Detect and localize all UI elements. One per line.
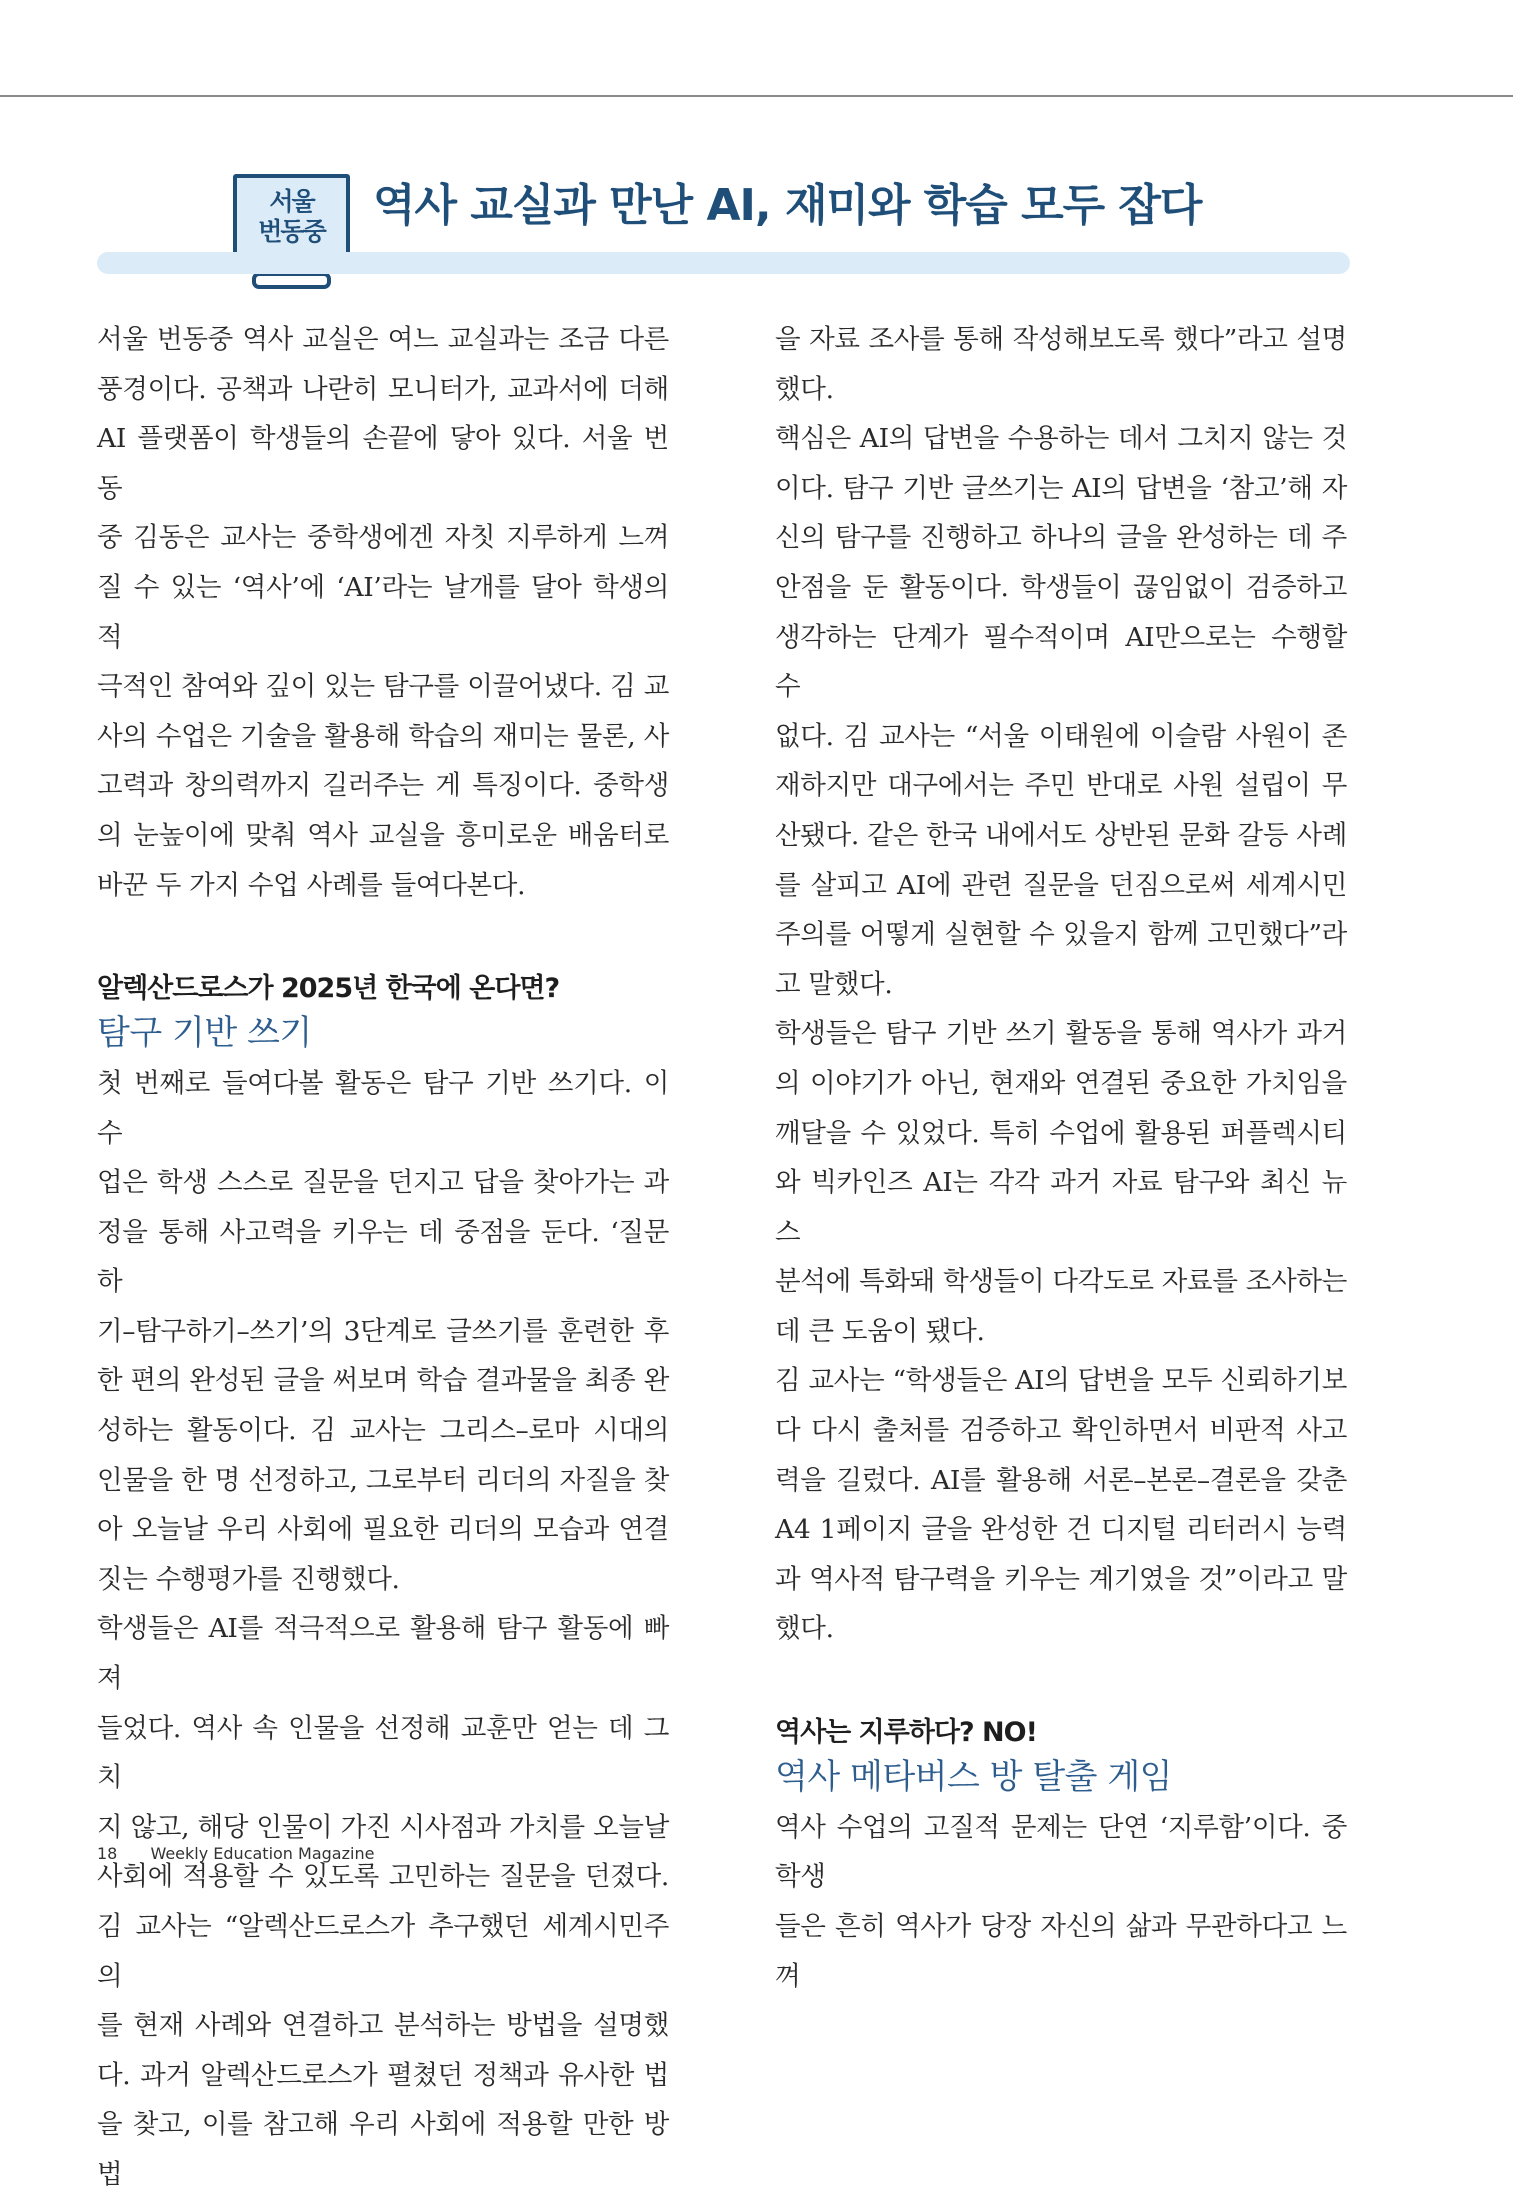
body-paragraph bbox=[97, 1604, 669, 2199]
text-line: 성하는 활동이다. 김 교사는 그리스–로마 시대의 bbox=[97, 1415, 669, 1447]
article-title: 역사 교실과 만난 AI, 재미와 학습 모두 잡다 bbox=[373, 180, 1202, 231]
text-line: 재하지만 대구에서는 주민 반대로 사원 설립이 무 bbox=[775, 770, 1347, 802]
text-line: 들었다. 역사 속 인물을 선정해 교훈만 얻는 데 그치 bbox=[97, 1712, 669, 1794]
text-line: 핵심은 AI의 답변을 수용하는 데서 그치지 않는 것 bbox=[775, 423, 1347, 455]
school-region-label: 서울 bbox=[269, 186, 314, 216]
text-line: 와 빅카인즈 AI는 각각 과거 자료 탐구와 최신 뉴스 bbox=[775, 1167, 1347, 1248]
text-line: 를 살피고 AI에 관련 질문을 던짐으로써 세계시민 bbox=[775, 869, 1347, 901]
text-line: 력을 길렀다. AI를 활용해 서론–본론–결론을 갖춘 bbox=[775, 1464, 1347, 1496]
text-line: 김 교사는 “학생들은 AI의 답변을 모두 신뢰하기보 bbox=[775, 1365, 1347, 1397]
text-line: 사회에 적용할 수 있도록 고민하는 질문을 던졌다. bbox=[97, 1861, 669, 1893]
text-line: 분석에 특화돼 학생들이 다각도로 자료를 조사하는 bbox=[775, 1266, 1347, 1298]
text-line: 질 수 있는 ‘역사’에 ‘AI’라는 날개를 달아 학생의 적 bbox=[97, 571, 669, 653]
section-subheading: 역사 메타버스 방 탈출 게임 bbox=[775, 1757, 1173, 1798]
text-line: A4 1페이지 글을 완성한 건 디지털 리터러시 능력 bbox=[775, 1514, 1347, 1546]
text-line: 를 현재 사례와 연결하고 분석하는 방법을 설명했 bbox=[97, 2010, 669, 2042]
text-line: 역사 수업의 고질적 문제는 단연 ‘지루함’이다. 중학생 bbox=[775, 1811, 1347, 1893]
text-line: 했다. bbox=[775, 373, 834, 405]
text-line: 없다. 김 교사는 “서울 이태원에 이슬람 사원이 존 bbox=[775, 720, 1347, 752]
monitor-screen bbox=[233, 174, 350, 259]
body-paragraph bbox=[775, 1009, 1347, 1356]
text-line: 중 김동은 교사는 중학생에겐 자칫 지루하게 느껴 bbox=[97, 522, 669, 554]
publication-name: Weekly Education Magazine bbox=[150, 1844, 375, 1863]
body-paragraph bbox=[775, 315, 1347, 414]
text-line: 아 오늘날 우리 사회에 필요한 리더의 모습과 연결 bbox=[97, 1514, 669, 1546]
text-line: 극적인 참여와 깊이 있는 탐구를 이끌어냈다. 김 교 bbox=[97, 671, 669, 703]
text-line: 김 교사는 “알렉산드로스가 추구했던 세계시민주의 bbox=[97, 1911, 669, 1992]
text-line: 을 자료 조사를 통해 작성해보도록 했다”라고 설명 bbox=[775, 324, 1347, 355]
text-line: 정을 통해 사고력을 키우는 데 중점을 둔다. ‘질문하 bbox=[97, 1216, 669, 1298]
text-line: 인물을 한 명 선정하고, 그로부터 리더의 자질을 찾 bbox=[97, 1464, 669, 1496]
title-underline-bar bbox=[97, 252, 1350, 274]
text-line: 의 눈높이에 맞춰 역사 교실을 흥미로운 배움터로 bbox=[97, 819, 669, 851]
section-gap bbox=[775, 1654, 1347, 1704]
text-line: 학생들은 AI를 적극적으로 활용해 탐구 활동에 빠져 bbox=[97, 1613, 669, 1695]
text-line: 사의 수업은 기술을 활용해 학습의 재미는 물론, 사 bbox=[97, 720, 669, 752]
text-line: 을 찾고, 이를 참고해 우리 사회에 적용할 만한 방법 bbox=[97, 2109, 669, 2190]
body-paragraph bbox=[775, 1356, 1347, 1654]
text-line: 이다. 탐구 기반 글쓰기는 AI의 답변을 ‘참고’해 자 bbox=[775, 472, 1347, 504]
text-line: 생각하는 단계가 필수적이며 AI만으로는 수행할 수 bbox=[775, 621, 1347, 703]
text-line: 고 말했다. bbox=[775, 968, 893, 1000]
text-line: 지 않고, 해당 인물이 가진 시사점과 가치를 오늘날 bbox=[97, 1811, 669, 1843]
text-line: 주의를 어떻게 실현할 수 있을지 함께 고민했다”라 bbox=[775, 919, 1347, 951]
text-line: 고력과 창의력까지 길러주는 게 특징이다. 중학생 bbox=[97, 770, 669, 802]
text-line: 바꾼 두 가지 수업 사례를 들여다본다. bbox=[97, 869, 526, 901]
text-line: 다 다시 출처를 검증하고 확인하면서 비판적 사고 bbox=[775, 1415, 1347, 1447]
right-column bbox=[775, 315, 1347, 2001]
text-line: 다. 과거 알렉산드로스가 펼쳤던 정책과 유사한 법 bbox=[97, 2059, 669, 2091]
section-heading bbox=[775, 1704, 1347, 1754]
body-paragraph bbox=[97, 1059, 669, 1605]
text-line: 들은 흔히 역사가 당장 자신의 삶과 무관하다고 느껴 bbox=[775, 1911, 1347, 1992]
text-line: 산됐다. 같은 한국 내에서도 상반된 문화 갈등 사례 bbox=[775, 819, 1347, 851]
text-line: 신의 탐구를 진행하고 하나의 글을 완성하는 데 주 bbox=[775, 522, 1347, 554]
left-column bbox=[97, 315, 669, 2200]
section-subheading: 탐구 기반 쓰기 bbox=[97, 1013, 312, 1054]
page-footer bbox=[97, 1844, 374, 1863]
monitor-base bbox=[252, 272, 331, 289]
section-heading bbox=[97, 960, 669, 1010]
intro-paragraph bbox=[97, 315, 669, 910]
text-line: 과 역사적 탐구력을 키우는 계기였을 것”이라고 말 bbox=[775, 1563, 1347, 1595]
text-line: 짓는 수행평가를 진행했다. bbox=[97, 1563, 400, 1595]
body-paragraph bbox=[775, 414, 1347, 1009]
text-line: 첫 번째로 들여다볼 활동은 탐구 기반 쓰기다. 이 수 bbox=[97, 1067, 669, 1149]
text-line: 깨달을 수 있었다. 특히 수업에 활용된 퍼플렉시티 bbox=[775, 1117, 1347, 1149]
section-heading-text: 역사는 지루하다? NO! bbox=[775, 1717, 1037, 1749]
text-line: 의 이야기가 아닌, 현재와 연결된 중요한 가치임을 bbox=[775, 1067, 1347, 1099]
text-line: 데 큰 도움이 됐다. bbox=[775, 1315, 985, 1347]
text-line: 기–탐구하기–쓰기’의 3단계로 글쓰기를 훈련한 후 bbox=[97, 1315, 669, 1347]
section-heading-text: 알렉산드로스가 2025년 한국에 온다면? bbox=[97, 973, 560, 1005]
body-paragraph bbox=[775, 1803, 1347, 2001]
text-line: 했다. bbox=[775, 1613, 834, 1645]
text-line: 한 편의 완성된 글을 써보며 학습 결과물을 최종 완 bbox=[97, 1365, 669, 1397]
text-line: 안점을 둔 활동이다. 학생들이 끊임없이 검증하고 bbox=[775, 571, 1347, 603]
school-name-label: 번동중 bbox=[258, 216, 325, 246]
page-number: 18 bbox=[97, 1844, 118, 1863]
text-line: 풍경이다. 공책과 나란히 모니터가, 교과서에 더해 bbox=[97, 373, 669, 405]
text-line: 서울 번동중 역사 교실은 여느 교실과는 조금 다른 bbox=[97, 324, 669, 355]
section-gap bbox=[97, 910, 669, 960]
text-line: 업은 학생 스스로 질문을 던지고 답을 찾아가는 과 bbox=[97, 1167, 669, 1199]
text-line: AI 플랫폼이 학생들의 손끝에 닿아 있다. 서울 번동 bbox=[97, 423, 669, 504]
text-line: 학생들은 탐구 기반 쓰기 활동을 통해 역사가 과거 bbox=[775, 1018, 1347, 1050]
top-rule bbox=[0, 95, 1513, 97]
